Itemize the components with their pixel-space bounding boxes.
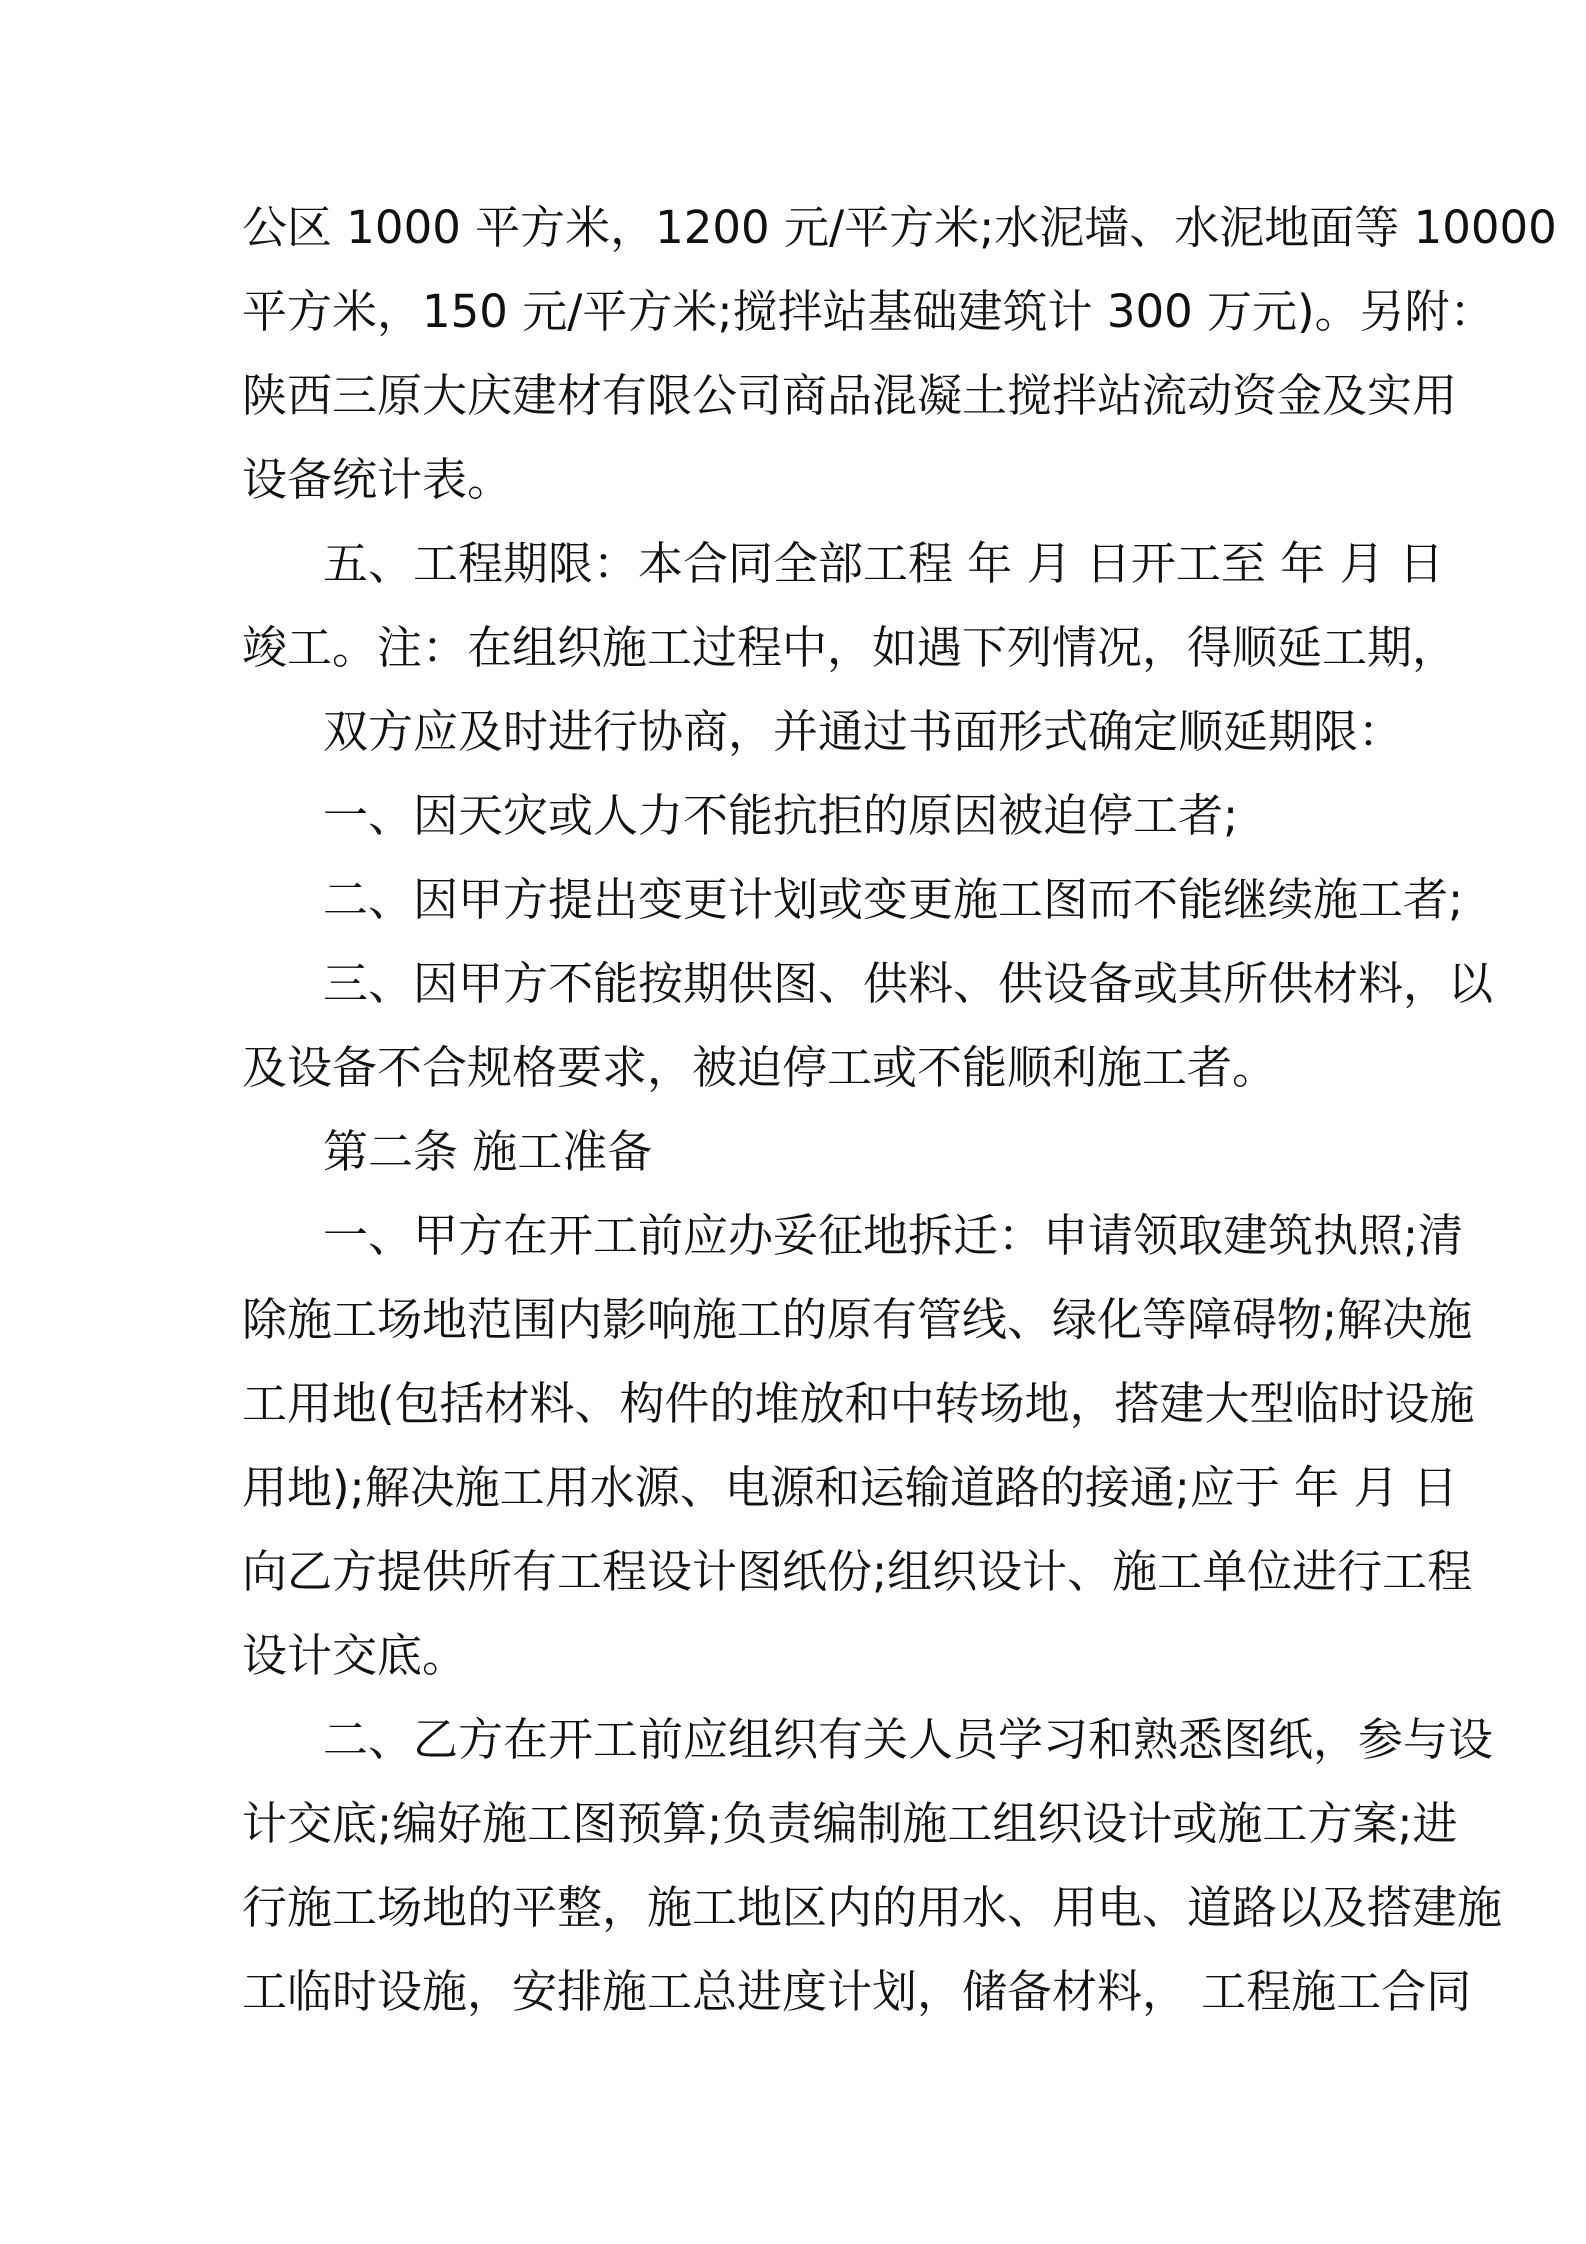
text-line: 三、因甲方不能按期供图、供料、供设备或其所供材料，以	[323, 957, 1494, 1010]
text-line: 公区 1000 平方米，1200 元/平方米;水泥墙、水泥地面等 10000	[242, 201, 1557, 254]
text-line: 计交底;编好施工图预算;负责编制施工组织设计或施工方案;进	[242, 1797, 1458, 1850]
text-line: 及设备不合规格要求，被迫停工或不能顺利施工者。	[242, 1041, 1278, 1094]
text-line: 双方应及时进行协商，并通过书面形式确定顺延期限：	[323, 705, 1404, 758]
text-line: 除施工场地范围内影响施工的原有管线、绿化等障碍物;解决施	[242, 1293, 1473, 1346]
text-line: 工用地(包括材料、构件的堆放和中转场地，搭建大型临时设施	[242, 1377, 1475, 1430]
text-line: 向乙方提供所有工程设计图纸份;组织设计、施工单位进行工程	[242, 1545, 1473, 1598]
text-line: 五、工程期限：本合同全部工程 年 月 日开工至 年 月 日	[323, 537, 1444, 590]
text-line: 设备统计表。	[242, 453, 513, 506]
text-line: 二、因甲方提出变更计划或变更施工图而不能继续施工者;	[323, 873, 1464, 926]
text-line: 陕西三原大庆建材有限公司商品混凝土搅拌站流动资金及实用	[242, 369, 1458, 422]
text-line: 设计交底。	[242, 1629, 468, 1682]
text-line: 平方米，150 元/平方米;搅拌站基础建筑计 300 万元)。另附：	[242, 285, 1495, 338]
text-line: 竣工。注：在组织施工过程中，如遇下列情况，得顺延工期，	[242, 621, 1458, 674]
section-heading: 第二条 施工准备	[323, 1125, 653, 1178]
text-line: 一、因天灾或人力不能抗拒的原因被迫停工者;	[323, 789, 1239, 842]
text-line: 二、乙方在开工前应组织有关人员学习和熟悉图纸，参与设	[323, 1713, 1494, 1766]
text-line: 用地);解决施工用水源、电源和运输道路的接通;应于 年 月 日	[242, 1461, 1458, 1514]
text-line: 工临时设施，安排施工总进度计划，储备材料， 工程施工合同	[242, 1965, 1472, 2018]
text-line: 行施工场地的平整，施工地区内的用水、用电、道路以及搭建施	[242, 1881, 1503, 1934]
text-line: 一、甲方在开工前应办妥征地拆迁：申请领取建筑执照;清	[323, 1209, 1464, 1262]
